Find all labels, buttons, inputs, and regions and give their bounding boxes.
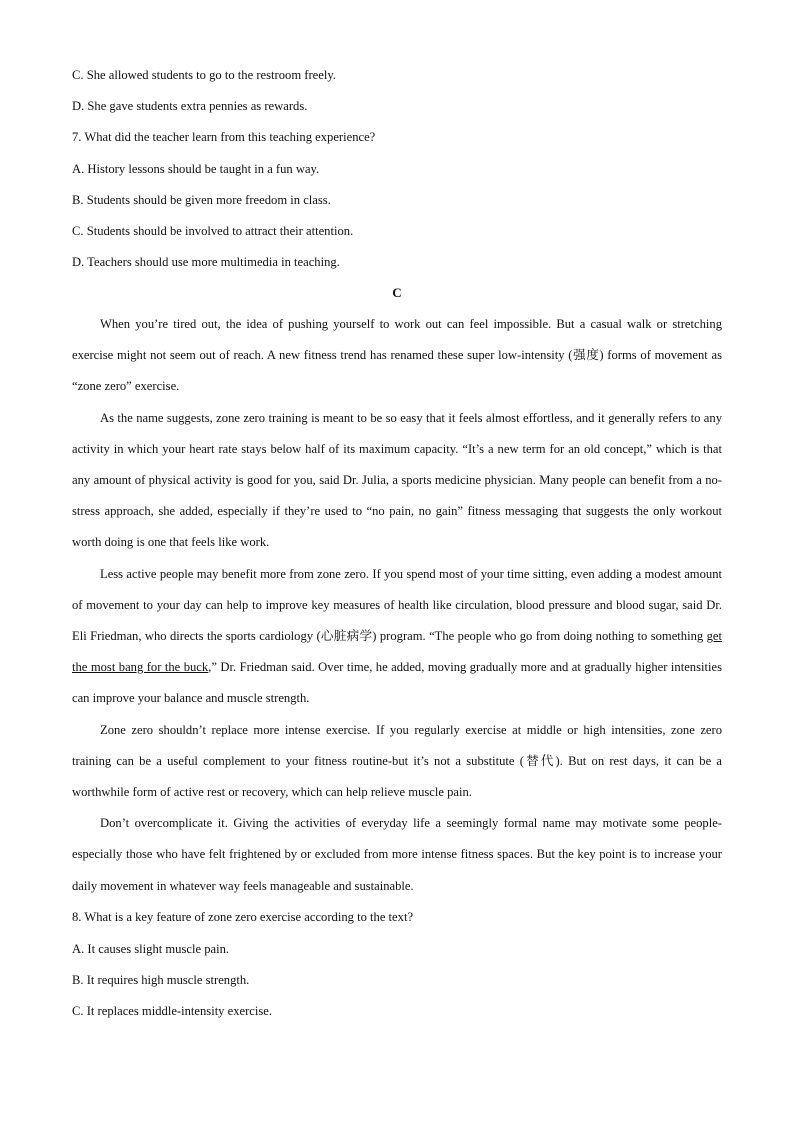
paragraph-3: [72, 559, 722, 715]
passage: [72, 309, 722, 902]
paragraph-1: When you’re tired out, the idea of pushing yourself to work out can feel impossible. But a casual walk or stretching exercise might not seem out of reach. A new fitness trend has renamed these super low-intensity (强度) forms of movement as “zone zero” exercise.: [72, 316, 722, 394]
option-6c: C. She allowed students to go to the restroom freely.: [72, 68, 336, 82]
option-8b: B. It requires high muscle strength.: [72, 972, 250, 987]
option-8a: A. It causes slight muscle pain.: [72, 941, 230, 956]
paragraph-3-text-b: ,” Dr. Friedman said. Over time, he added, moving gradually more and at gradually higher intensities can improve your balance and muscle strength.: [72, 660, 722, 706]
document-page: [72, 64, 722, 1031]
option-7d: D. Teachers should use more multimedia in teaching.: [72, 255, 340, 270]
question-8: 8. What is a key feature of zone zero exercise according to the text?: [72, 910, 414, 925]
option-7a: A. History lessons should be taught in a fun way.: [72, 161, 320, 176]
option-7c: C. Students should be involved to attract their attention.: [72, 223, 354, 238]
underlined-phrase: get the most bang for the buck: [72, 628, 722, 675]
question-7: 7. What did the teacher learn from this teaching experience?: [72, 130, 376, 145]
option-8c: C. It replaces middle-intensity exercise.: [72, 1003, 273, 1018]
option-7b: B. Students should be given more freedom in class.: [72, 192, 331, 207]
option-6d: D. She gave students extra pennies as rewards.: [72, 99, 308, 114]
paragraph-2: As the name suggests, zone zero training is meant to be so easy that it feels almost effortless, and it generally refers to any activity in which your heart rate stays below half of its maximum capacity. “It’s a new term for an old concept,” which is that any amount of physical activity is good for you, said Dr. Julia, a sports medicine physician. Many people can benefit from a no-stress approach, she added, especially if they’re used to “no pain, no gain” fitness messaging that suggests the only workout worth doing is one that feels like work.: [72, 410, 722, 550]
paragraph-3-text-a: Less active people may benefit more from zone zero. If you spend most of your time sitting, even adding a modest amount of movement to your day can help to improve key measures of health like circulation, blood pressure and blood sugar, said Dr. Eli Friedman, who directs the sports cardiology (心脏病学) program. “The people who go from doing nothing to something: [72, 566, 722, 643]
paragraph-4: Zone zero shouldn’t replace more intense exercise. If you regularly exercise at middle or high intensities, zone zero training can be a useful complement to your fitness routine-but it’s not a substitute (替代). But on rest days, it can be a worthwhile form of active rest or recovery, which can help relieve muscle pain.: [72, 722, 722, 799]
section-heading: C: [392, 285, 402, 301]
paragraph-5: Don’t overcomplicate it. Giving the activities of everyday life a seemingly formal name may motivate some people-especially those who have felt frightened by or excluded from more intense fitness spaces. But the key point is to increase your daily movement in whatever way feels manageable and sustainable.: [72, 816, 722, 893]
